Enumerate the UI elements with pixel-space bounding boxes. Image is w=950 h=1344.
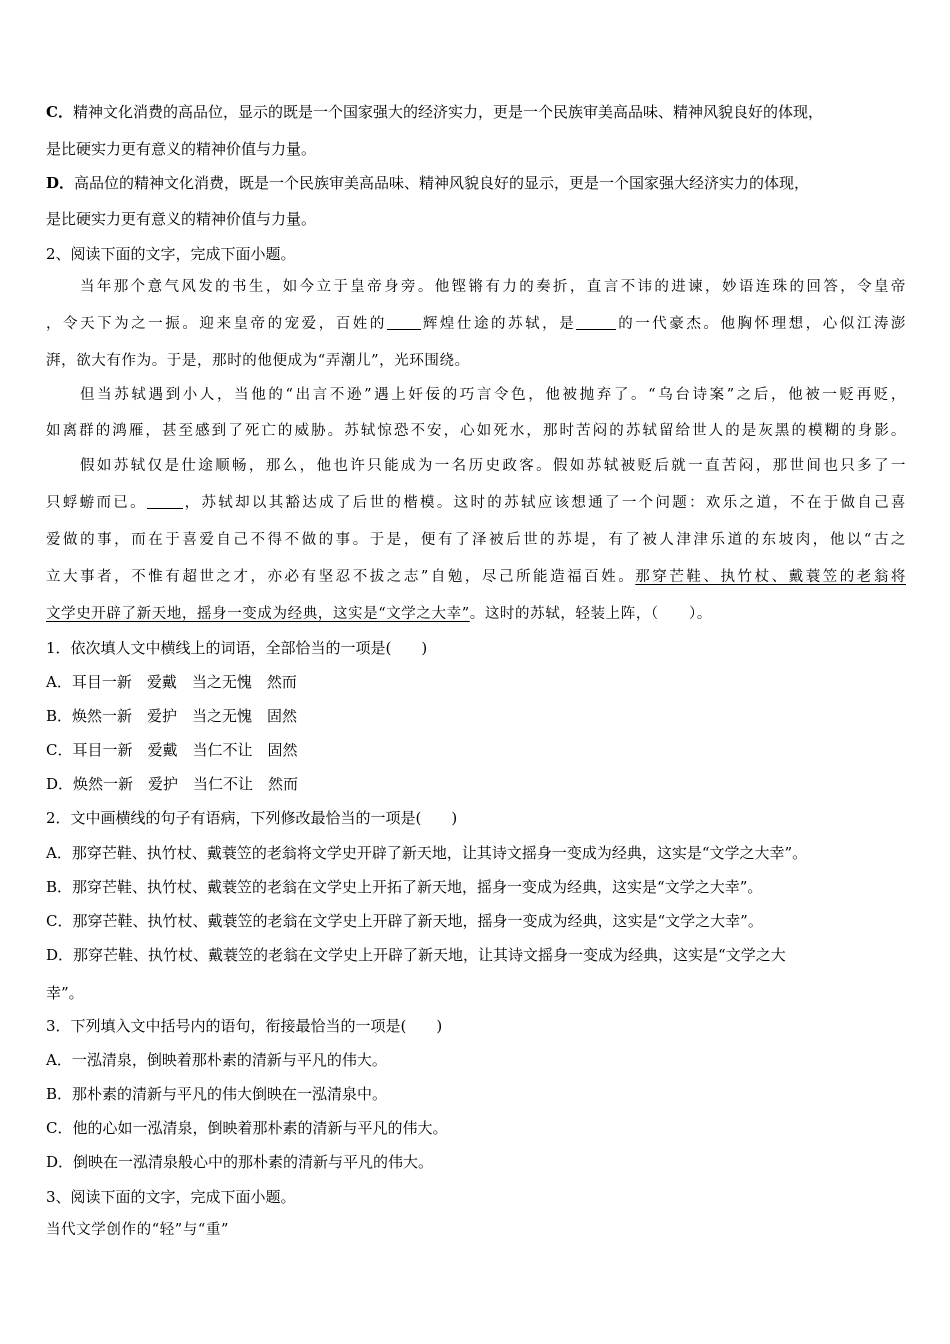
section3-title: 当代文学创作的“轻”与“重” — [46, 1222, 230, 1238]
option-c-line1: C．精神文化消费的高品位，显示的既是一个国家强大的经济实力，更是一个民族审美高品味、精神风貌良好的体现， — [46, 103, 823, 121]
passage-p3-line1: 假如苏轼仅是仕途顺畅，那么，他也许只能成为一名历史政客。假如苏轼被贬后就一直苦闷，那世间也只多了一 — [80, 458, 906, 474]
q3-stem: 3．下列填入文中括号内的语句，衔接最恰当的一项是( ) — [46, 1017, 443, 1035]
q2-option-d-line1: D．那穿芒鞋、执竹杖、戴蓑笠的老翁在文学史上开辟了新天地，让其诗文摇身一变成为经典，这实是“文学之大 — [46, 946, 786, 964]
passage-p1-line1: 当年那个意气风发的书生，如今立于皇帝身旁。他铿锵有力的奏折，直言不讳的进谏，妙语连珠的回答，令皇帝 — [80, 279, 906, 295]
q3-option-d: D．倒映在一泓清泉般心中的那朴素的清新与平凡的伟大。 — [46, 1153, 434, 1171]
section2-heading: 2、阅读下面的文字，完成下面小题。 — [46, 245, 296, 263]
q1-option-d: D．焕然一新 爱护 当仁不让 然而 — [46, 775, 299, 793]
passage-p2-line2: 如离群的鸿雁，甚至感到了死亡的威胁。苏轼惊恐不安，心如死水，那时苦闷的苏轼留给世人的是灰黑的模糊的身影。 — [46, 423, 906, 439]
q1-option-a: A．耳目一新 爱戴 当之无愧 然而 — [46, 673, 297, 691]
fill-blank-3 — [147, 494, 183, 509]
passage-p1-line2: ，令天下为之一振。迎来皇帝的宠爱，百姓的 辉煌仕途的苏轼，是 的一代豪杰。他胸怀理想，心似江涛澎 — [46, 316, 906, 332]
q2-stem: 2．文中画横线的句子有语病，下列修改最恰当的一项是( ) — [46, 809, 458, 827]
q1-option-c: C．耳目一新 爱戴 当仁不让 固然 — [46, 741, 298, 759]
fill-blank-1 — [387, 315, 421, 330]
q2-option-c: C．那穿芒鞋、执竹杖、戴蓑笠的老翁在文学史上开辟了新天地，摇身一变成为经典，这实是“文学之大幸”。 — [46, 912, 763, 930]
q2-option-a: A．那穿芒鞋、执竹杖、戴蓑笠的老翁将文学史开辟了新天地，让其诗文摇身一变成为经典，这实是“文学之大幸”。 — [46, 844, 808, 862]
passage-p1-line3: 湃，欲大有作为。于是，那时的他便成为“弄潮儿”，光环围绕。 — [46, 353, 470, 369]
q3-option-a: A．一泓清泉，倒映着那朴素的清新与平凡的伟大。 — [46, 1051, 387, 1069]
q3-option-c: C．他的心如一泓清泉，倒映着那朴素的清新与平凡的伟大。 — [46, 1119, 448, 1137]
option-d-line2: 是比硬实力更有意义的精神价值与力量。 — [46, 210, 317, 228]
q1-option-b: B．焕然一新 爱护 当之无愧 固然 — [46, 707, 298, 725]
fill-blank-2 — [576, 315, 616, 330]
q1-stem: 1．依次填人文中横线上的词语，全部恰当的一项是( ) — [46, 639, 428, 657]
q3-option-b: B．那朴素的清新与平凡的伟大倒映在一泓清泉中。 — [46, 1085, 388, 1103]
passage-p3-line4: 立大事者，不惟有超世之才，亦必有坚忍不拔之志”自勉，尽己所能造福百姓。那穿芒鞋、执竹杖、戴蓑笠的老翁将 — [46, 569, 906, 585]
section3-heading: 3、阅读下面的文字，完成下面小题。 — [46, 1188, 296, 1206]
underlined-sentence-part2: 文学史开辟了新天地，摇身一变成为经典，这实是“文学之大幸” — [46, 606, 470, 622]
passage-p2-line1: 但当苏轼遇到小人，当他的“出言不逊”遇上奸佞的巧言令色，他被抛弃了。“乌台诗案”之后，他被一贬再贬， — [80, 387, 906, 403]
q2-option-d-line2: 幸”。 — [46, 984, 84, 1002]
option-c-line2: 是比硬实力更有意义的精神价值与力量。 — [46, 140, 317, 158]
option-d-line1: D．高品位的精神文化消费，既是一个民族审美高品味、精神风貌良好的显示，更是一个国家强大经济实力的体现， — [46, 174, 810, 192]
passage-p3-line2: 只蜉蝣而已。 ，苏轼却以其豁达成了后世的楷模。这时的苏轼应该想通了一个问题：欢乐之道，不在于做自己喜 — [46, 495, 906, 511]
passage-p3-line5: 文学史开辟了新天地，摇身一变成为经典，这实是“文学之大幸”。这时的苏轼，轻装上阵，（ ）。 — [46, 606, 712, 622]
underlined-sentence-part1: 那穿芒鞋、执竹杖、戴蓑笠的老翁将 — [635, 569, 906, 585]
passage-p3-line3: 爱做的事，而在于喜爱自己不得不做的事。于是，便有了泽被后世的苏堤，有了被人津津乐道的东坡肉，他以“古之 — [46, 532, 906, 548]
q2-option-b: B．那穿芒鞋、执竹杖、戴蓑笠的老翁在文学史上开拓了新天地，摇身一变成为经典，这实是“文学之大幸”。 — [46, 878, 763, 896]
